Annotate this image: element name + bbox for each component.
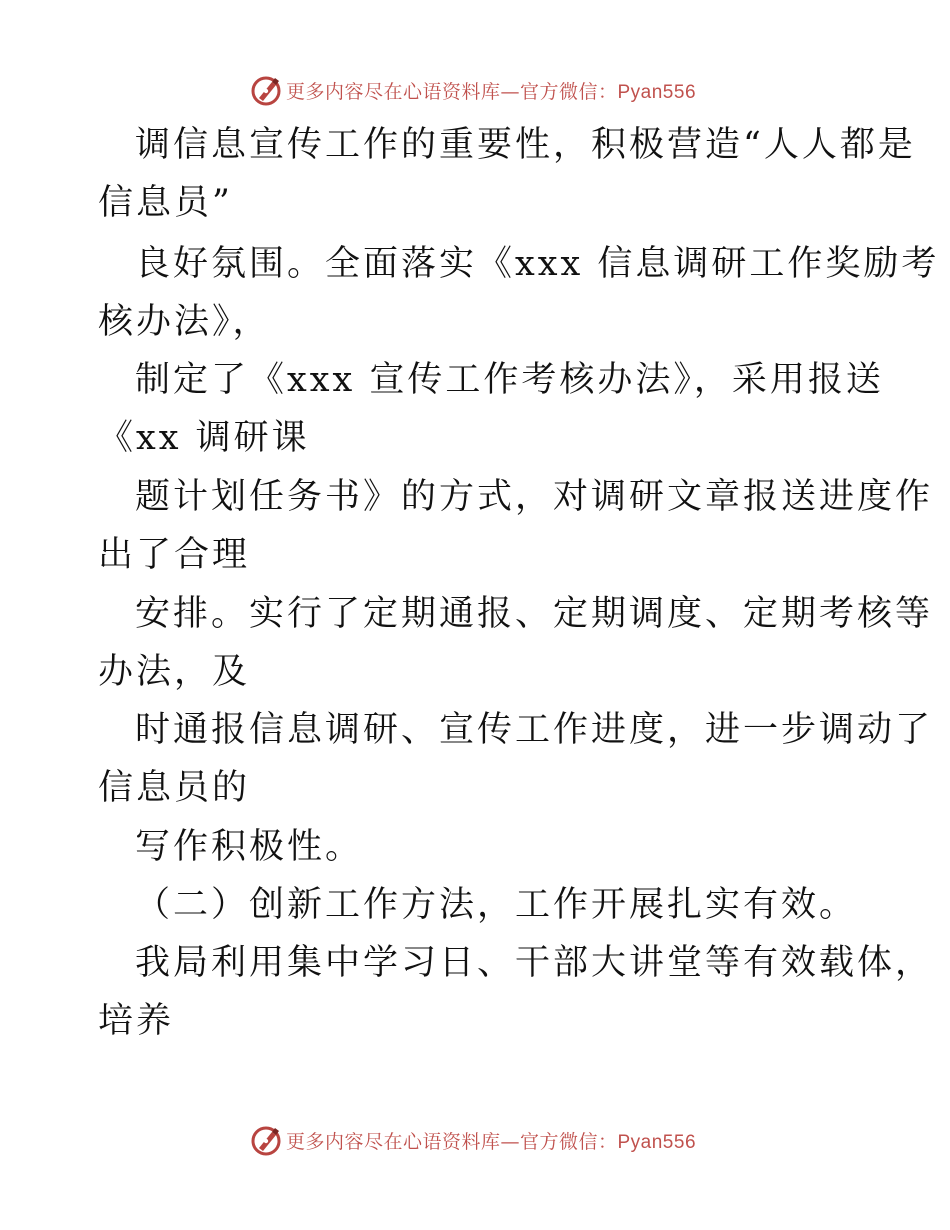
text-line: 安排。实行了定期通报、定期调度、定期考核等: [135, 594, 934, 634]
wechat-id: Pyan556: [617, 81, 697, 103]
text-line: 办法，及: [98, 652, 251, 692]
banner-label: 更多内容尽在心语资料库—官方微信：: [285, 1130, 618, 1153]
footer-banner: [0, 1120, 950, 1160]
text-line: 时通报信息调研、宣传工作进度，进一步调动了: [135, 710, 934, 750]
text-line: 题计划任务书》的方式，对调研文章报送进度作: [135, 477, 934, 517]
text-line: 我局利用集中学习日、干部大讲堂等有效载体，: [135, 943, 934, 983]
pen-logo-icon: [250, 1124, 282, 1156]
header-banner: [0, 70, 950, 110]
text-line: 调信息宣传工作的重要性，积极营造“人人都是: [135, 125, 916, 165]
text-line: 核办法》，: [98, 302, 271, 342]
text-line: 培养: [98, 1001, 175, 1041]
pen-logo-icon: [250, 74, 282, 106]
text-line: 《xx 调研课: [98, 418, 310, 458]
text-line: 写作积极性。: [135, 827, 364, 867]
text-line: 良好氛围。全面落实《xxx 信息调研工作奖励考: [135, 244, 940, 284]
text-line: 信息员”: [98, 183, 233, 223]
banner-label: 更多内容尽在心语资料库—官方微信：: [285, 80, 618, 103]
text-line: 制定了《xxx 宣传工作考核办法》，采用报送: [135, 360, 884, 400]
section-heading: （二）创新工作方法，工作开展扎实有效。: [135, 885, 858, 925]
text-line: 信息员的: [98, 768, 251, 808]
text-line: 出了合理: [98, 535, 251, 575]
wechat-id: Pyan556: [617, 1131, 697, 1153]
banner-text: [286, 77, 696, 104]
banner-text: [286, 1127, 696, 1154]
